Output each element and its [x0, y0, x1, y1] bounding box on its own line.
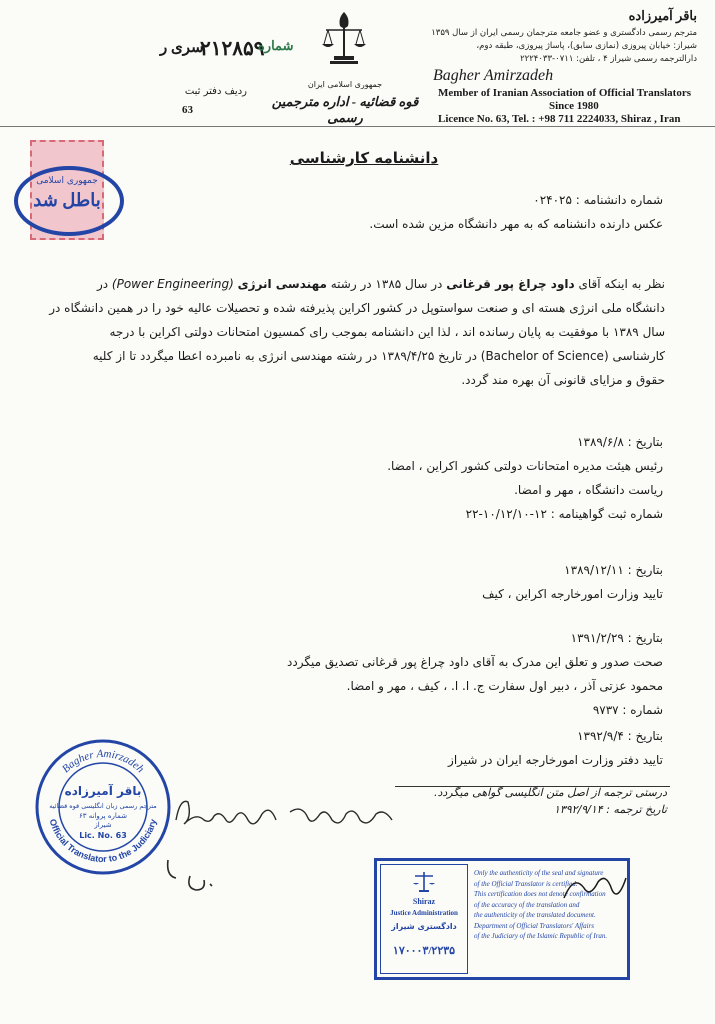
translation-certification: درستی ترجمه از اصل متن انگلیسی گواهی میگردد.	[434, 786, 667, 799]
translator-round-stamp	[34, 738, 172, 876]
stamp-round-fa-name: باقر آمیرزاده	[64, 784, 142, 798]
justice-stamp-fa: دادگستری شیراز	[391, 922, 457, 931]
scales-icon	[412, 870, 436, 894]
serial-label: شماره	[258, 38, 294, 53]
para-line-4: کارشناسی (Bachelor of Science) در تاریخ ۱۳۸۹/۴/۲۵ در رشته مهندسی انرژی به نامبرده اعطا میگردد تا از کلیه	[92, 349, 665, 363]
justice-text-line: Only the authenticity of the seal and signature	[474, 869, 604, 877]
section-3	[103, 626, 663, 722]
translator-licence: Licence No. 63, Tel. : +98 711 2224033, Shiraz , Iran	[438, 113, 681, 125]
para-line-1: نظر به اینکه آقای داود چراغ پور قرغانی در سال ۱۳۸۵ در رشته مهندسی انرژی (Power Engineering) در	[96, 277, 665, 291]
justice-text-line: Department of Official Translators' Affairs	[474, 921, 594, 930]
section-2	[103, 558, 663, 606]
field-en: (Power Engineering)	[108, 277, 238, 291]
stamp-round-fa-reg: شماره پروانه ۶۳	[79, 812, 127, 820]
stamp-round-fa-role: مترجم رسمی زبان انگلیسی قوه قضائیه	[49, 802, 157, 810]
translator-since: Since 1980	[549, 100, 599, 112]
section-4	[103, 724, 663, 772]
justice-stamp-number: ۱۷۰۰۰۳/۲۲۳۵	[392, 945, 456, 957]
stamp-round-lic: Lic. No. 63	[79, 831, 127, 840]
section-line: شماره ثبت گواهینامه : ۱۲-۱۰/۱۲/۱۰-۲۲	[465, 507, 663, 521]
translator-name-fa: باقر آمیرزاده	[628, 8, 697, 23]
translator-membership: Member of Iranian Association of Official Translators	[438, 87, 691, 99]
document-title: دانشنامه کارشناسی	[289, 149, 439, 167]
translator-line-2: شیراز: خیابان پیروزی (نمازی سابق)، پاساژ پیروزی، طبقه دوم،	[476, 41, 697, 51]
justice-text-line: the authenticity of the translated document.	[474, 911, 596, 919]
section-line: محمود عزتی آذر ، دبیر اول سفارت ج. ا. ا. ، کیف ، مهر و امضا.	[346, 679, 663, 693]
justice-text-line: of the Official Translator is certified.	[474, 879, 578, 888]
stamp-left-top: جمهوری اسلامی	[36, 176, 98, 186]
register-number: 63	[182, 104, 193, 116]
para-line-3: سال ۱۳۸۹ با موفقیت به پایان رسانده اند ، لذا این دانشنامه بموجب رای کمسیون امتحانات دولتی اکراین با درجه	[109, 325, 665, 339]
stamp-left-mid: باطل شد	[33, 190, 101, 210]
translation-date: تاریخ ترجمه : ۱۳۹۲/۹/۱۴	[553, 803, 667, 816]
justice-signature	[560, 868, 630, 908]
justice-stamp-org: Justice Administration	[390, 909, 458, 917]
holder-name: داود چراغ پور قرغانی	[446, 277, 575, 291]
photo-note: عکس دارنده دانشنامه که به مهر دانشگاه مزین شده است.	[369, 217, 663, 231]
para-line-5: حقوق و مزایای قانونی آن بهره مند گردد.	[461, 373, 665, 387]
section-line: بتاریخ : ۱۳۸۹/۱۲/۱۱	[564, 563, 663, 577]
section-line: رئیس هیئت مدیره امتحانات دولتی کشور اکراین ، امضا.	[387, 459, 663, 473]
justice-text-line: of the Judiciary of the Islamic Republic of Iran.	[474, 932, 608, 940]
section-line: صحت صدور و تعلق این مدرک به آقای داود چراغ پور قرغانی تصدیق میگردد	[287, 655, 663, 669]
section-line: ریاست دانشگاه ، مهر و امضا.	[514, 483, 663, 497]
iran-emblem-icon	[314, 8, 374, 78]
section-line: تایید دفتر وزارت امورخارجه ایران در شیراز	[448, 753, 663, 767]
justice-text-line: of the accuracy of the translation and	[474, 900, 580, 909]
translator-line-1: مترجم رسمی دادگستری و عضو جامعه مترجمان رسمی ایران از سال ۱۳۵۹	[431, 28, 697, 38]
emblem-caption: جمهوری اسلامی ایران	[307, 80, 383, 89]
section-line: بتاریخ : ۱۳۹۱/۲/۲۹	[570, 631, 663, 645]
header-divider	[0, 126, 715, 127]
register-label: ردیف دفتر ثبت	[184, 86, 247, 97]
translator-name-en: Bagher Amirzadeh	[433, 67, 554, 84]
serial-series: سری ر	[160, 40, 204, 56]
section-1	[103, 430, 663, 526]
certificate-number: شماره دانشنامه : ۰۲۴۰۲۵	[533, 193, 663, 207]
stamp-round-fa-city: شیراز	[94, 821, 112, 829]
judiciary-title: قوه قضائیه - اداره مترجمین رسمی	[271, 94, 419, 125]
section-line: بتاریخ : ۱۳۹۲/۹/۴	[577, 729, 663, 743]
degree-en: (Bachelor of Science)	[480, 349, 609, 363]
section-line: شماره : ۹۷۳۷	[592, 703, 663, 717]
section-line: تایید وزارت امورخارجه اکراین ، کیف	[482, 587, 663, 601]
field-of-study: مهندسی انرژی	[237, 277, 327, 291]
justice-text-line: This certification does not denote confirmation	[474, 890, 606, 898]
serial-number: ۲۱۲۸۵۹	[200, 38, 265, 60]
main-paragraph	[35, 272, 665, 392]
stamp-round-outer-top: Bagher Amirzadeh	[59, 747, 147, 776]
translator-line-3: دارالترجمه رسمی شیراز ۴ ، تلفن: ۰۷۱۱-۲۲۲۴۰۳۳	[520, 54, 697, 64]
stamp-round-outer-bottom: Official Translator to the Judiciary	[47, 817, 159, 865]
justice-stamp-city: Shiraz	[412, 897, 436, 906]
section-line: بتاریخ : ۱۳۸۹/۶/۸	[577, 435, 663, 449]
para-line-2: دانشگاه ملی انرژی هسته ای و صنعت سواستوپل در کشور اکراین پذیرفته شده و تحصیلات عالیه خود را در همین دانشگاه در	[49, 301, 665, 315]
translator-signature	[170, 790, 410, 840]
